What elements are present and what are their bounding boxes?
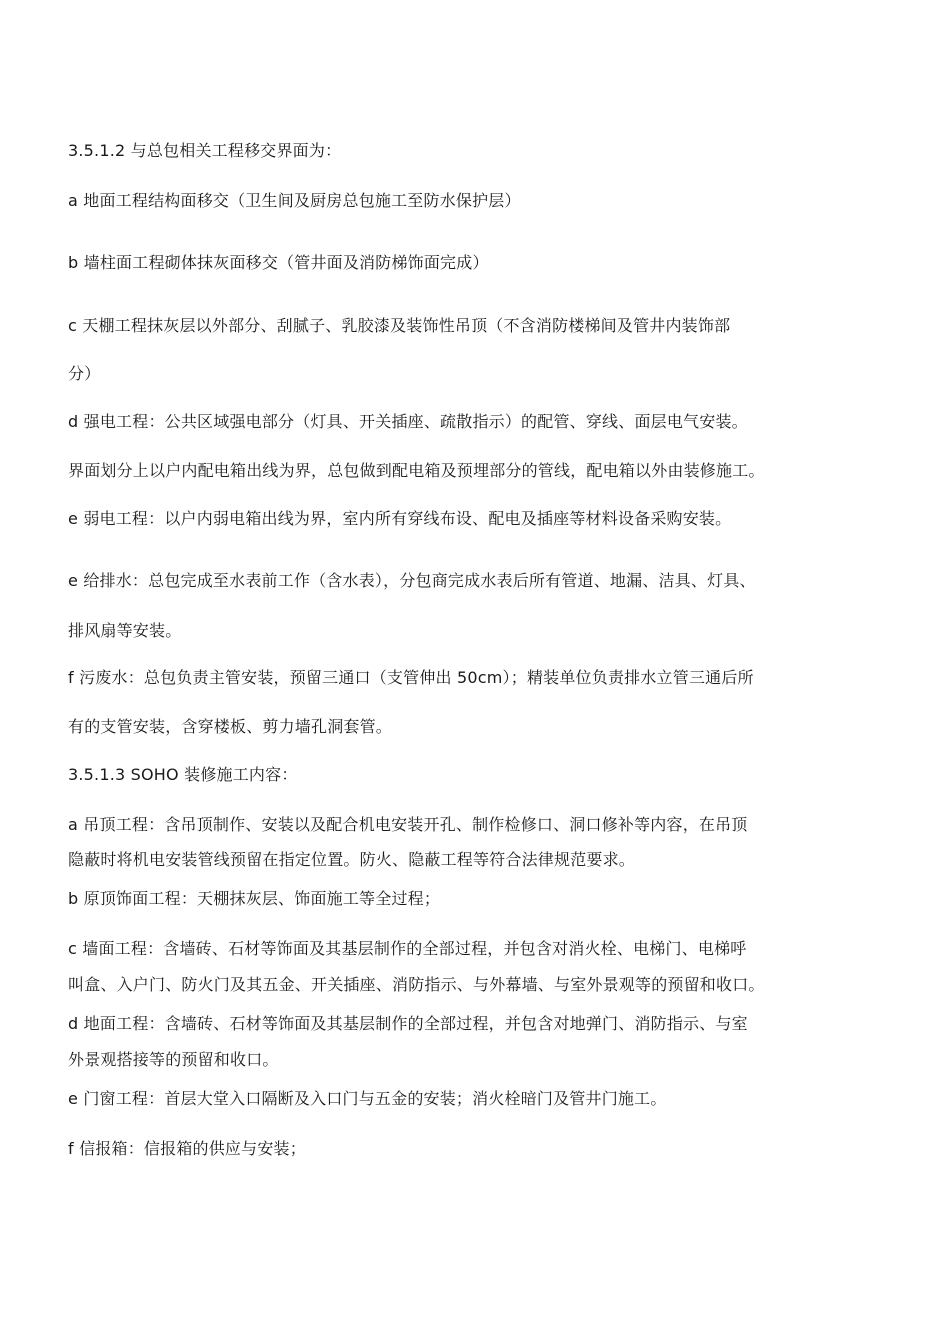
paragraph-line: 隐蔽时将机电安装管线预留在指定位置。防火、隐蔽工程等符合法律规范要求。	[68, 850, 636, 869]
section-heading-3-5-1-3: 3.5.1.3 SOHO 装修施工内容：	[68, 765, 298, 784]
paragraph-line: 外景观搭接等的预留和收口。	[68, 1050, 279, 1069]
paragraph-line: a 地面工程结构面移交（卫生间及厨房总包施工至防水保护层）	[68, 191, 521, 210]
paragraph-line: 叫盒、入户门、防火门及其五金、开关插座、消防指示、与外幕墙、与室外景观等的预留和收口。	[68, 975, 765, 994]
paragraph-line: e 给排水：总包完成至水表前工作（含水表），分包商完成水表后所有管道、地漏、洁具、灯具、	[68, 571, 756, 590]
paragraph-line: 排风扇等安装。	[68, 621, 182, 640]
paragraph-line: 界面划分上以户内配电箱出线为界，总包做到配电箱及预埋部分的管线，配电箱以外由装修施工。	[68, 461, 765, 480]
paragraph-line: b 墙柱面工程砌体抹灰面移交（管井面及消防梯饰面完成）	[68, 253, 489, 272]
paragraph-line: e 弱电工程：以户内弱电箱出线为界，室内所有穿线布设、配电及插座等材料设备采购安装。	[68, 509, 732, 528]
section-heading-3-5-1-2: 3.5.1.2 与总包相关工程移交界面为：	[68, 141, 342, 160]
paragraph-line: d 地面工程：含墙砖、石材等饰面及其基层制作的全部过程，并包含对地弹门、消防指示、与室	[68, 1014, 748, 1033]
paragraph-line: f 信报箱：信报箱的供应与安装；	[68, 1139, 306, 1158]
paragraph-line: c 天棚工程抹灰层以外部分、刮腻子、乳胶漆及装饰性吊顶（不含消防楼梯间及管井内装饰部	[68, 316, 731, 335]
paragraph-line: e 门窗工程：首层大堂入口隔断及入口门与五金的安装；消火栓暗门及管井门施工。	[68, 1089, 667, 1108]
paragraph-line: c 墙面工程：含墙砖、石材等饰面及其基层制作的全部过程，并包含对消火栓、电梯门、电梯呼	[68, 939, 747, 958]
paragraph-line: f 污废水：总包负责主管安装，预留三通口（支管伸出 50cm）；精装单位负责排水立管三通后所	[68, 668, 754, 687]
paragraph-line: b 原顶饰面工程：天棚抹灰层、饰面施工等全过程；	[68, 889, 441, 908]
paragraph-line: a 吊顶工程：含吊顶制作、安装以及配合机电安装开孔、制作检修口、洞口修补等内容，在吊顶	[68, 815, 748, 834]
paragraph-line: d 强电工程：公共区域强电部分（灯具、开关插座、疏散指示）的配管、穿线、面层电气安装。	[68, 412, 748, 431]
paragraph-line: 分）	[68, 364, 101, 383]
paragraph-line: 有的支管安装，含穿楼板、剪力墙孔洞套管。	[68, 717, 393, 736]
